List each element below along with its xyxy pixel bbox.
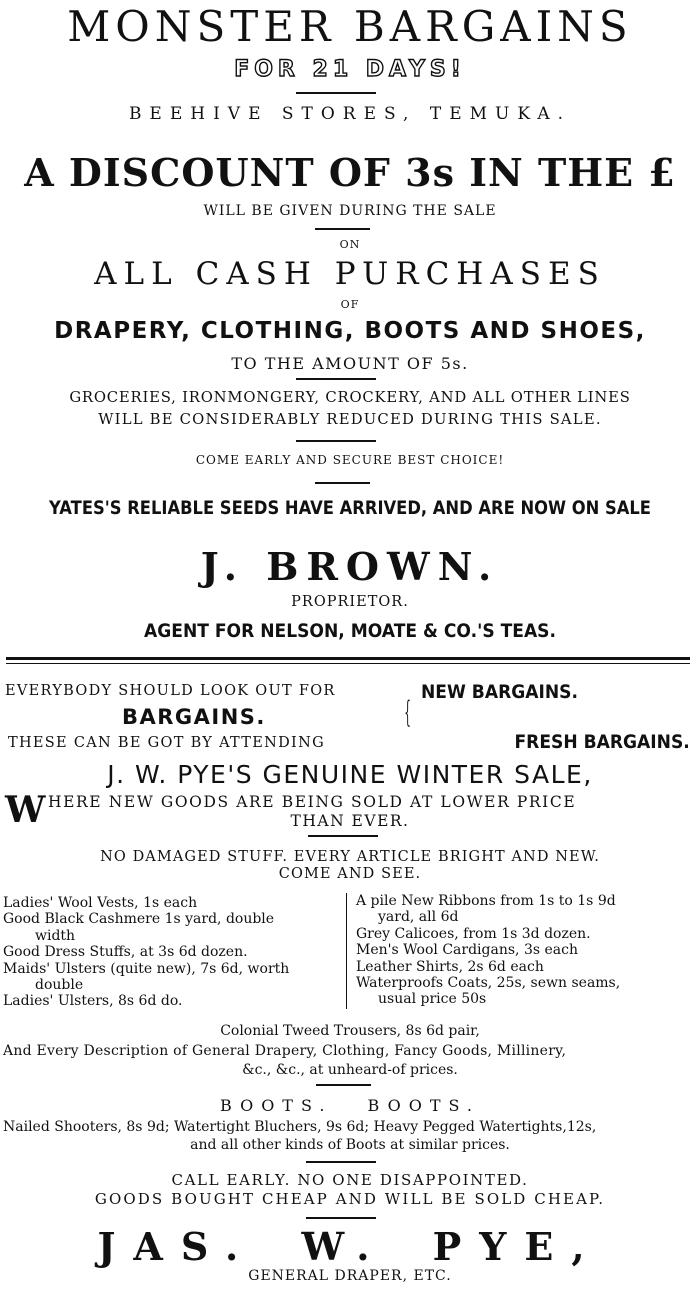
column-divider [346, 893, 347, 1009]
goods-lines: DRAPERY, CLOTHING, BOOTS AND SHOES, [54, 318, 646, 344]
divider [308, 835, 378, 837]
list-item: Leather Shirts, 2s 6d each [356, 958, 544, 975]
list-item: yard, all 6d [378, 909, 459, 926]
everybody-line: EVERYBODY SHOULD LOOK OUT FOR [5, 683, 336, 699]
on-word: ON [339, 238, 361, 251]
boots-line-2: and all other kinds of Boots at similar prices. [190, 1137, 510, 1153]
where-line: HERE NEW GOODS ARE BEING SOLD AT LOWER PRICE [48, 793, 577, 811]
agent-line: AGENT FOR NELSON, MOATE & CO.'S TEAS. [143, 620, 556, 642]
new-bargains: NEW BARGAINS. [421, 681, 579, 703]
divider [306, 1217, 376, 1219]
proprietor-signature: JAS. W. PYE, [97, 1224, 603, 1269]
come-and-see: COME AND SEE. [278, 866, 422, 882]
list-item: usual price 50s [378, 991, 487, 1008]
fresh-bargains: FRESH BARGAINS. [514, 731, 690, 753]
boots-line-1: Nailed Shooters, 8s 9d; Watertight Bluchers, 9s 6d; Heavy Pegged Watertights,12s, [3, 1119, 597, 1135]
sale-title: J. W. PYE'S GENUINE WINTER SALE, [107, 760, 593, 789]
section-divider [6, 657, 690, 660]
divider [315, 228, 370, 230]
store-name: BEEHIVE STORES, TEMUKA. [128, 104, 572, 124]
list-item: double [35, 977, 84, 994]
list-item: Ladies' Wool Vests, 1s each [3, 895, 198, 911]
attending-line: THESE CAN BE GOT BY ATTENDING [8, 735, 325, 751]
others-line-1: GROCERIES, IRONMONGERY, CROCKERY, AND ALL OTHER LINES [69, 389, 631, 406]
others-line-2: WILL BE CONSIDERABLY REDUCED DURING THIS SALE. [98, 411, 602, 428]
description-line: And Every Description of General Drapery, Clothing, Fancy Goods, Millinery, [3, 1043, 567, 1059]
drop-cap-w: W [5, 789, 46, 831]
list-item: Ladies' Ulsters, 8s 6d do. [3, 993, 183, 1010]
section-divider-thin [6, 663, 690, 664]
subheadline: FOR 21 DAYS! [234, 57, 466, 82]
seeds-line: YATES'S RELIABLE SEEDS HAVE ARRIVED, AND ARE NOW ON SALE [49, 497, 651, 519]
list-item: Men's Wool Cardigans, 3s each [356, 942, 578, 959]
divider [316, 1084, 371, 1086]
divider [296, 378, 376, 380]
list-item: Grey Calicoes, from 1s 3d dozen. [356, 925, 591, 942]
tweed-line: Colonial Tweed Trousers, 8s 6d pair, [220, 1023, 480, 1039]
of-word: OF [340, 298, 360, 311]
list-item: Good Dress Stuffs, at 3s 6d dozen. [3, 944, 248, 961]
left-item-list [3, 895, 338, 1010]
list-item: Good Black Cashmere 1s yard, double [3, 911, 275, 928]
come-early: COME EARLY AND SECURE BEST CHOICE! [195, 453, 505, 467]
discount-line: A DISCOUNT OF 3s IN THE £ [24, 150, 676, 195]
right-item-list [356, 893, 696, 1008]
amount-line: TO THE AMOUNT OF 5s. [231, 354, 469, 373]
cheap-line: GOODS BOUGHT CHEAP AND WILL BE SOLD CHEAP. [94, 1190, 606, 1208]
than-ever: THAN EVER. [290, 812, 410, 830]
divider [296, 92, 376, 94]
list-item: width [35, 927, 76, 944]
given-line: WILL BE GIVEN DURING THE SALE [203, 203, 497, 219]
proprietor-name: J. BROWN. [200, 544, 500, 589]
proprietor-role: GENERAL DRAPER, ETC. [248, 1268, 452, 1284]
unheard-line: &c., &c., at unheard-of prices. [242, 1062, 458, 1078]
bargains-word: BARGAINS. [122, 705, 266, 729]
cash-purchases: ALL CASH PURCHASES [94, 256, 606, 292]
call-early: CALL EARLY. NO ONE DISAPPOINTED. [171, 1171, 529, 1189]
divider [306, 1161, 376, 1163]
list-item: Maids' Ulsters (quite new), 7s 6d, worth [3, 960, 290, 977]
brace: { [404, 695, 411, 730]
headline: MONSTER BARGAINS [67, 2, 633, 51]
proprietor-title: PROPRIETOR. [291, 594, 409, 610]
boots-heading: BOOTS. BOOTS. [220, 1096, 480, 1115]
list-item: A pile New Ribbons from 1s to 1s 9d [356, 893, 616, 909]
no-damaged: NO DAMAGED STUFF. EVERY ARTICLE BRIGHT AND NEW. [100, 849, 600, 865]
list-item: Waterproofs Coats, 25s, sewn seams, [356, 975, 621, 992]
divider [315, 482, 370, 484]
divider [296, 440, 376, 442]
